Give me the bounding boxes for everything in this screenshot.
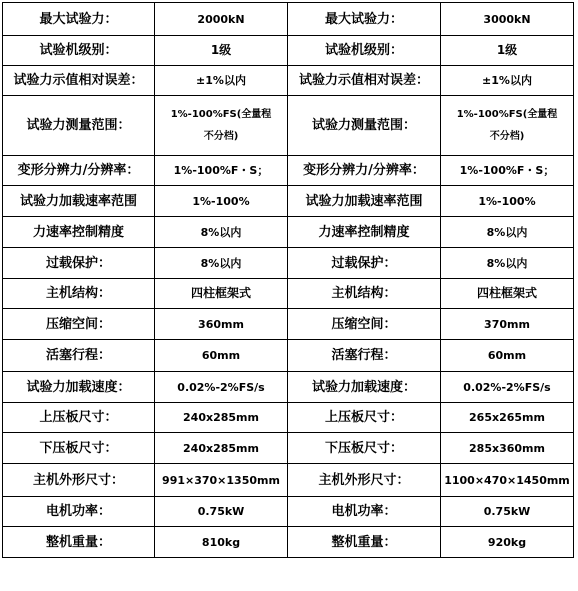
table-row — [3, 3, 574, 36]
table-row — [3, 279, 574, 309]
spec-value-b: 1级 — [441, 36, 574, 66]
spec-value-b: 0.75kW — [441, 497, 574, 527]
table-row — [3, 527, 574, 558]
table-row — [3, 36, 574, 66]
spec-value-b: 1%-100% — [441, 186, 574, 217]
table-row — [3, 464, 574, 497]
spec-label-b: 试验力加载速度： — [288, 372, 441, 403]
spec-label-a: 试验力加载速率范围 — [3, 186, 155, 217]
table-row — [3, 66, 574, 96]
spec-value-a: 1%-100%F・S； — [155, 156, 288, 186]
spec-value-a: 240x285mm — [155, 433, 288, 464]
table-row — [3, 309, 574, 340]
spec-value-b: 3000kN — [441, 3, 574, 36]
spec-table-body — [3, 3, 574, 558]
spec-value-a: 1%-100% — [155, 186, 288, 217]
spec-label-a: 力速率控制精度 — [3, 217, 155, 248]
spec-value-a: 0.02%-2%FS/s — [155, 372, 288, 403]
spec-label-a: 下压板尺寸： — [3, 433, 155, 464]
spec-label-a: 压缩空间： — [3, 309, 155, 340]
table-row — [3, 497, 574, 527]
spec-value-a: 810kg — [155, 527, 288, 558]
spec-label-a: 试验力测量范围： — [3, 96, 155, 156]
spec-label-a: 整机重量： — [3, 527, 155, 558]
spec-value-a: 2000kN — [155, 3, 288, 36]
spec-label-a: 试验机级别： — [3, 36, 155, 66]
spec-value-a: 240x285mm — [155, 403, 288, 433]
spec-label-b: 整机重量： — [288, 527, 441, 558]
spec-label-b: 主机结构： — [288, 279, 441, 309]
spec-label-b: 最大试验力： — [288, 3, 441, 36]
spec-comparison-table — [2, 2, 574, 558]
table-row — [3, 248, 574, 279]
spec-label-b: 过载保护： — [288, 248, 441, 279]
spec-label-b: 试验力测量范围： — [288, 96, 441, 156]
spec-value-b: 1100×470×1450mm — [441, 464, 574, 497]
spec-value-b: 60mm — [441, 340, 574, 372]
spec-label-b: 试验机级别： — [288, 36, 441, 66]
spec-label-b: 压缩空间： — [288, 309, 441, 340]
spec-label-b: 活塞行程： — [288, 340, 441, 372]
spec-value-b: ±1%以内 — [441, 66, 574, 96]
table-row — [3, 156, 574, 186]
spec-value-b: 285x360mm — [441, 433, 574, 464]
spec-value-a: 0.75kW — [155, 497, 288, 527]
spec-value-b: 1%-100%F・S； — [441, 156, 574, 186]
table-row — [3, 186, 574, 217]
spec-label-b: 试验力示值相对误差： — [288, 66, 441, 96]
spec-label-b: 电机功率： — [288, 497, 441, 527]
spec-label-b: 上压板尺寸： — [288, 403, 441, 433]
spec-label-b: 试验力加载速率范围 — [288, 186, 441, 217]
table-row — [3, 217, 574, 248]
table-row — [3, 340, 574, 372]
spec-value-b: 8%以内 — [441, 217, 574, 248]
table-row — [3, 403, 574, 433]
spec-value-a: 360mm — [155, 309, 288, 340]
spec-value-a: 1%-100%FS(全量程不分档) — [155, 96, 288, 156]
spec-label-a: 试验力加载速度： — [3, 372, 155, 403]
spec-value-b: 920kg — [441, 527, 574, 558]
table-row — [3, 372, 574, 403]
spec-value-b: 四柱框架式 — [441, 279, 574, 309]
spec-value-b: 0.02%-2%FS/s — [441, 372, 574, 403]
spec-label-b: 力速率控制精度 — [288, 217, 441, 248]
spec-value-a: 8%以内 — [155, 248, 288, 279]
spec-label-a: 上压板尺寸： — [3, 403, 155, 433]
spec-label-a: 活塞行程： — [3, 340, 155, 372]
spec-value-b: 370mm — [441, 309, 574, 340]
spec-label-a: 主机结构： — [3, 279, 155, 309]
spec-value-b: 8%以内 — [441, 248, 574, 279]
spec-label-b: 下压板尺寸： — [288, 433, 441, 464]
spec-label-a: 最大试验力： — [3, 3, 155, 36]
spec-value-a: 四柱框架式 — [155, 279, 288, 309]
spec-value-a: ±1%以内 — [155, 66, 288, 96]
spec-label-a: 电机功率： — [3, 497, 155, 527]
spec-label-a: 主机外形尺寸： — [3, 464, 155, 497]
table-row — [3, 96, 574, 156]
spec-label-a: 试验力示值相对误差： — [3, 66, 155, 96]
spec-value-b: 1%-100%FS(全量程不分档) — [441, 96, 574, 156]
spec-value-a: 1级 — [155, 36, 288, 66]
spec-value-b: 265x265mm — [441, 403, 574, 433]
spec-value-a: 60mm — [155, 340, 288, 372]
spec-label-a: 过载保护： — [3, 248, 155, 279]
spec-value-a: 8%以内 — [155, 217, 288, 248]
spec-value-a: 991×370×1350mm — [155, 464, 288, 497]
spec-label-b: 主机外形尺寸： — [288, 464, 441, 497]
table-row — [3, 433, 574, 464]
spec-label-b: 变形分辨力/分辨率： — [288, 156, 441, 186]
spec-label-a: 变形分辨力/分辨率： — [3, 156, 155, 186]
